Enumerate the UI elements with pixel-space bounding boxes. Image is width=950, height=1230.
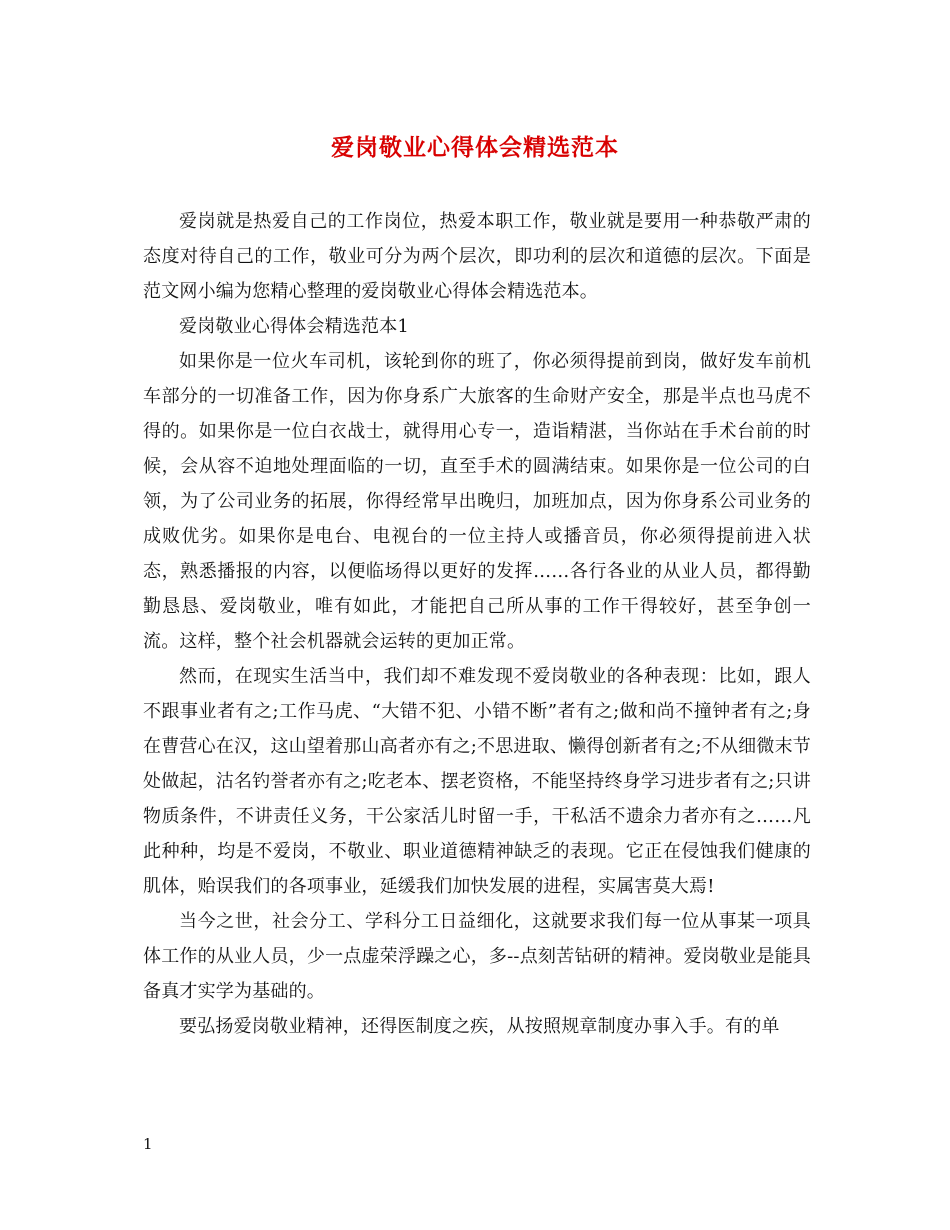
section-heading: 爱岗敬业心得体会精选范本1 [179, 316, 410, 337]
paragraph-examples: 如果你是一位火车司机，该轮到你的班了，你必须得提前到岗，做好发车前机车部分的一切准备工作，因为你身系广大旅客的生命财产安全，那是半点也马虎不得的。如果你是一位白衣战士，就得用心专一，造诣精湛，当你站在手术台前的时候，会从容不迫地处理面临的一切，直至手术的圆满结束。如果你是一位公司的白领，为了公司业务的拓展，你得经常早出晚归，加班加点，因为你身系公司业务的成败优劣。如果你是电台、电视台的一位主持人或播音员，你必须得提前进入状态，熟悉播报的内容，以便临场得以更好的发挥……各行各业的从业人员，都得勤勤恳恳、爱岗敬业，唯有如此，才能把自己所从事的工作干得较好，甚至争创一流。这样，整个社会机器就会运转的更加正常。 [143, 351, 811, 652]
paragraph-specialization: 当今之世，社会分工、学科分工日益细化，这就要求我们每一位从事某一项具体工作的从业人员，少一点虚荣浮躁之心，多--点刻苦钻研的精神。爱岗敬业是能具备真才实学为基础的。 [143, 911, 811, 1002]
paragraph-intro: 爱岗就是热爱自己的工作岗位，热爱本职工作，敬业就是要用一种恭敬严肃的态度对待自己的工作，敬业可分为两个层次，即功利的层次和道德的层次。下面是范文网小编为您精心整理的爱岗敬业心得体会精选范本。 [143, 211, 811, 302]
page-number: 1 [143, 1135, 153, 1153]
paragraph-problems: 然而，在现实生活当中，我们却不难发现不爱岗敬业的各种表现：比如，跟人不跟事业者有之;工作马虎、“大错不犯、小错不断”者有之;做和尚不撞钟者有之;身在曹营心在汉，这山望着那山高者亦有之;不思进取、懒得创新者有之;不从细微末节处做起，沽名钓誉者亦有之;吃老本、摆老资格，不能坚持终身学习进步者有之;只讲物质条件，不讲责任义务，干公家活儿时留一手，干私活不遗余力者亦有之……凡此种种，均是不爱岗，不敬业、职业道德精神缺乏的表现。它正在侵蚀我们健康的肌体，贻误我们的各项事业，延缓我们加快发展的进程，实属害莫大焉! [143, 666, 811, 897]
paragraph-rules: 要弘扬爱岗敬业精神，还得医制度之疾，从按照规章制度办事入手。有的单 [179, 1016, 780, 1037]
document-body [143, 204, 811, 1044]
document-title: 爱岗敬业心得体会精选范本 [331, 134, 619, 161]
